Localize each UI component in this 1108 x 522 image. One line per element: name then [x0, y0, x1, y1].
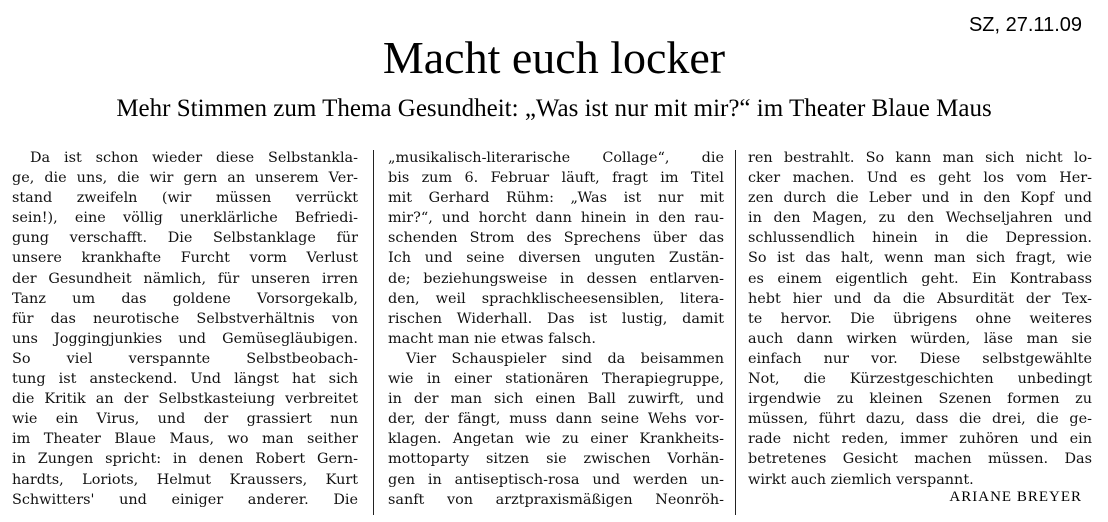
text-line: wie in einer stationären Therapiegruppe, [388, 371, 724, 388]
text-line: Da ist schon wieder diese Selbstankla- [30, 150, 358, 166]
text-line: der Gesundheit nämlich, für unseren irren [12, 270, 358, 287]
column-divider [373, 150, 374, 515]
text-line: der, der fängt, muss dann seine Wehs vor- [388, 411, 724, 428]
text-line: tung ist ansteckend. Und längst hat sich [12, 371, 358, 388]
text-line: müssen, führt dazu, dass die drei, die ge- [748, 411, 1092, 428]
text-line: macht man nie etwas falsch. [388, 330, 596, 347]
text-line: cker machen. Und es geht los vom Her- [748, 170, 1092, 187]
text-line: schlussendlich hinein in die Depression. [748, 230, 1092, 247]
text-line: im Theater Blaue Maus, wo man seither [12, 431, 358, 448]
text-line: mir?“, und horcht dann hinein in den rau- [388, 210, 724, 227]
subheadline: Mehr Stimmen zum Thema Gesundheit: „Was ist nur mit mir?“ im Theater Blaue Maus [116, 95, 992, 122]
text-line: de; beziehungsweise in dessen entlarven- [388, 270, 724, 287]
text-line: einfach nur vor. Diese selbstgewählte [748, 350, 1092, 367]
text-line: in den Magen, zu den Wechseljahren und [748, 210, 1092, 227]
text-line: Schwitters' und einiger anderer. Die [12, 491, 358, 508]
text-line: wirkt auch ziemlich verspannt. [748, 471, 974, 488]
text-line: gen in antiseptisch-rosa und werden un- [388, 471, 724, 488]
text-line: es einem eigentlich geht. Ein Kontrabass [748, 270, 1092, 287]
source-date: SZ, 27.11.09 [968, 14, 1082, 36]
text-line: Tanz um das goldene Vorsorgekalb, [12, 290, 358, 307]
text-line: ren bestrahlt. So kann man sich nicht lo- [748, 150, 1092, 166]
column-3 [748, 148, 1092, 518]
text-line: zen durch die Leber und in den Kopf und [748, 190, 1092, 207]
text-line: rischen Widerhall. Das ist lustig, damit [388, 310, 724, 327]
headline: Macht euch locker [382, 32, 726, 83]
text-line: auch dann wirken würden, läse man sie [748, 330, 1092, 347]
column-divider [735, 150, 736, 515]
text-line: in der man sich einen Ball zuwirft, und [388, 391, 724, 408]
text-line: in Zungen spricht: in denen Robert Gern- [12, 451, 358, 468]
text-line: hardts, Loriots, Helmut Kraussers, Kurt [12, 471, 358, 488]
text-line: Not, die Kürzestgeschichten unbedingt [748, 371, 1092, 388]
author-byline: ARIANE BREYER [949, 489, 1082, 505]
text-line: die Kritik an der Selbstkasteiung verbreitet [12, 391, 358, 408]
text-line: gung verschafft. Die Selbstanklage für [12, 230, 358, 247]
text-line: den, weil sprachklischeesensiblen, litera- [388, 290, 724, 307]
text-line: uns Joggingjunkies und Gemüsegläubigen. [12, 330, 358, 347]
text-line: bis zum 6. Februar läuft, fragt im Titel [388, 170, 724, 187]
article-body [0, 148, 1108, 522]
text-line: sein!), eine völlig unerklärliche Befriedi- [12, 210, 358, 227]
text-line: wie ein Virus, und der grassiert nun [12, 411, 358, 428]
text-line: So viel verspannte Selbstbeobach- [12, 350, 358, 367]
text-line: mottoparty sitzen sie zwischen Vorhän- [388, 451, 724, 468]
text-line: rade nicht reden, immer zuhören und ein [748, 431, 1092, 448]
text-line: für das neurotische Selbstverhältnis von [12, 310, 358, 327]
column-2 [388, 148, 724, 518]
text-line: sanft von arztpraxismäßigen Neonröh- [388, 491, 724, 508]
text-line: Vier Schauspieler sind da beisammen [406, 350, 724, 367]
text-line: mit Gerhard Rühm: „Was ist nur mit [388, 190, 724, 207]
text-line: So ist das halt, wenn man sich fragt, wie [748, 250, 1092, 267]
text-line: ge, die uns, die wir gern an unserem Ver- [12, 170, 358, 187]
text-line: irgendwie zu kleinen Szenen formen zu [748, 391, 1092, 408]
text-line: te hervor. Die übrigens ohne weiteres [748, 310, 1092, 327]
column-1 [12, 148, 358, 518]
text-line: klagen. Angetan wie zu einer Krankheits- [388, 431, 724, 448]
text-line: Ich und seine diversen unguten Zustän- [388, 250, 724, 267]
text-line: stand zweifeln (wir müssen verrückt [12, 190, 358, 207]
text-line: unsere krankhafte Furcht vorm Verlust [12, 250, 358, 267]
text-line: „musikalisch-literarische Collage“, die [388, 150, 724, 166]
text-line: schenden Strom des Sprechens über das [388, 230, 724, 247]
text-line: hebt hier und da die Absurdität der Tex- [748, 290, 1092, 307]
text-line: betretenes Gesicht machen müssen. Das [748, 451, 1092, 468]
